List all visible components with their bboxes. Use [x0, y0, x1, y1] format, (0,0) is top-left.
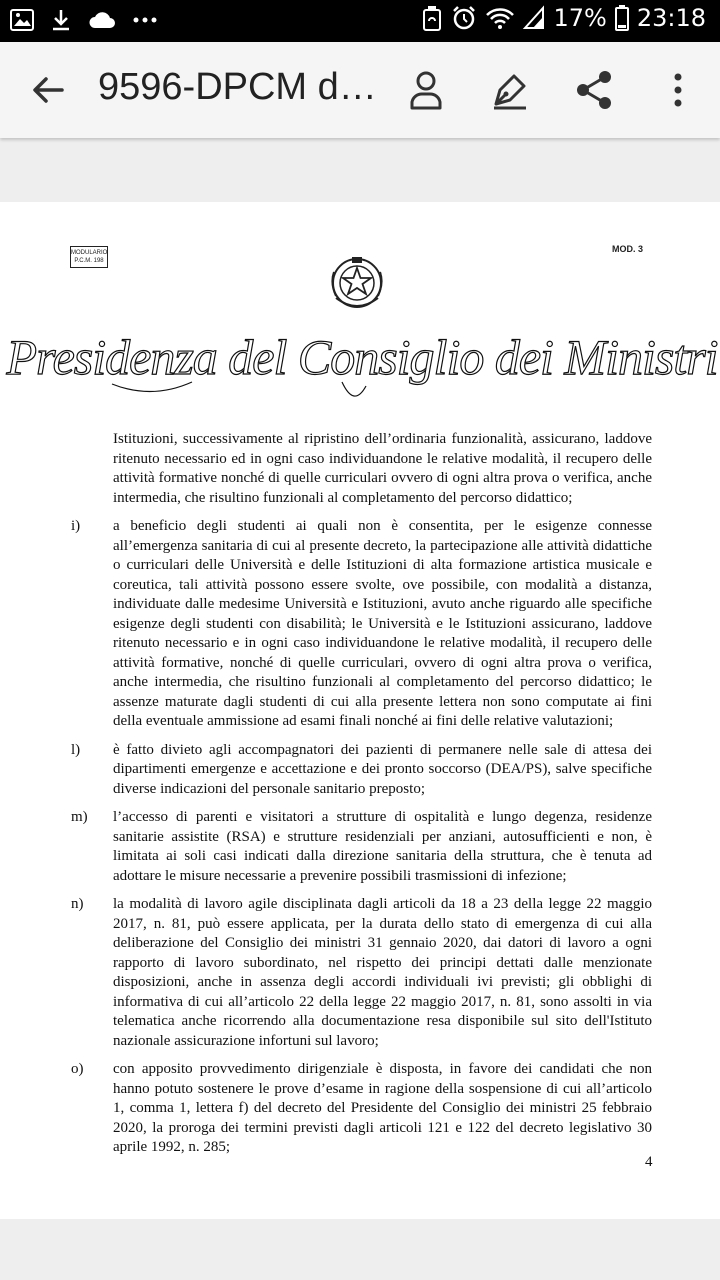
person-icon[interactable]	[404, 68, 448, 112]
status-right-icons	[421, 4, 706, 32]
modulario-stamp	[70, 246, 108, 268]
paragraph-label: n)	[71, 896, 84, 912]
heading-text: Presidenza del Consiglio dei Ministri	[6, 329, 718, 385]
paragraph-label: m)	[71, 809, 88, 825]
status-bar	[0, 0, 720, 42]
paragraph-continuation	[92, 430, 652, 508]
image-icon	[10, 9, 34, 31]
paragraph-text: la modalità di lavoro agile disciplinata dagli articoli da 18 a 23 della legge 22 maggio 2017, n. 81, può essere applicata, per la durata dello stato di emergenza di cui alla deliberazione del Consiglio dei ministri 31 gennaio 2020, dai datori di lavoro a ogni rapporto di lavoro subordinato, nel rispetto dei principi dettati dalle menzionate disposizioni, anche in assenza degli accordi individuali ivi previsti; gli obblighi di informativa di cui all’articolo 22 della legge 22 maggio 2017, n. 81, sono assolti in via telematica anche ricorrendo alla documentazione resa disponibile sul sito dell'Istituto nazionale assicurazione infortuni sul lavoro;	[113, 896, 652, 1049]
app-bar	[0, 42, 720, 138]
paragraph-text: l’accesso di parenti e visitatori a strutture di ospitalità e lungo degenza, residenze sanitarie assistite (RSA) e strutture residenziali per anziani, autosufficienti e non, è limitata ai soli casi indicati dalla direzione sanitaria della struttura, che è tenuta ad adottare le misure necessarie a prevenire possibili trasmissioni di infezione;	[113, 809, 652, 884]
stamp-line2: P.C.M. 198	[74, 258, 104, 264]
republic-emblem-icon	[328, 252, 386, 314]
mod-label: MOD. 3	[612, 244, 644, 254]
paragraph-i	[71, 517, 652, 732]
signal-icon	[523, 6, 545, 30]
share-icon[interactable]	[572, 68, 616, 112]
stamp-line1: MODULARIO	[71, 250, 108, 256]
alarm-icon	[451, 5, 477, 31]
pen-icon[interactable]	[488, 68, 532, 112]
more-dots-icon	[132, 16, 158, 24]
page-number: 4	[645, 1154, 653, 1170]
clock-time: 23:18	[636, 4, 706, 32]
battery-icon	[615, 5, 629, 31]
paragraph-o	[71, 1060, 652, 1158]
wifi-icon	[485, 6, 515, 30]
back-arrow-icon[interactable]	[28, 70, 68, 110]
paragraph-label: l)	[71, 741, 81, 758]
cloud-icon	[88, 10, 116, 30]
paragraph-text: Istituzioni, successivamente al ripristino dell’ordinaria funzionalità, assicurano, laddove ritenuto necessario ed in ogni caso individuandone le relative modalità, il recupero delle attività formative nonché di quelle curriculari ovvero di ogni altra prova o verifica, anche intermedia, che risultino funzionali al completamento del percorso didattico;	[113, 431, 652, 506]
recycle-icon	[421, 5, 443, 31]
paragraph-text: con apposito provvedimento dirigenziale è disposta, in favore dei candidati che non hanno potuto sostenere le prove d’esame in ragione della sospensione di cui all’articolo 1, comma 1, lettera f) del decreto del Presidente del Consiglio dei ministri 25 febbraio 2020, la proroga dei termini previsti dagli articoli 121 e 122 del decreto legislativo 30 aprile 1992, n. 285;	[113, 1061, 652, 1155]
paragraph-l	[71, 741, 652, 800]
document-title: 9596-DPCM d…	[98, 66, 377, 108]
paragraph-text: è fatto divieto agli accompagnatori dei pazienti di permanere nelle sale di attesa dei dipartimenti emergenze e accettazione e dei pronto soccorso (DEA/PS), salve specifiche diverse indicazioni del personale sanitario preposto;	[113, 741, 652, 797]
paragraph-n	[71, 895, 652, 1051]
download-icon	[50, 8, 72, 32]
paragraph-label: o)	[71, 1061, 84, 1077]
paragraph-label: i)	[71, 518, 81, 534]
battery-percent: 17%	[553, 4, 607, 32]
presidency-heading	[6, 312, 718, 407]
paragraph-text: a beneficio degli studenti ai quali non è consentita, per le esigenze connesse all’emergenza sanitaria di cui al presente decreto, la partecipazione alle attività didattiche o curriculari delle Università e delle Istituzioni di alta formazione artistica musicale e coreutica, tali attività possono essere svolte, ove possibile, con modalità a distanza, individuate dalle medesime Università e Istituzioni, avuto anche riguardo alle specifiche esigenze degli studenti con disabilità; le Università e le Istituzioni assicurano, laddove ritenuto necessario e in ogni caso individuandone le relative modalità, il recupero delle attività formative, nonché di quelle curriculari, ovvero di ogni altra prova o verifica, anche intermedia, che risultino funzionali al completamento del percorso didattico; le assenze maturate dagli studenti di cui alla presente lettera non sono computate ai fini della eventuale ammissione ad esami finali nonché ai fini delle relative valutazioni;	[113, 518, 652, 729]
status-left-icons	[10, 8, 158, 32]
document-page[interactable]	[0, 202, 720, 1219]
document-body	[71, 430, 652, 1167]
overflow-menu-icon[interactable]	[656, 68, 700, 112]
paragraph-m	[71, 808, 652, 886]
